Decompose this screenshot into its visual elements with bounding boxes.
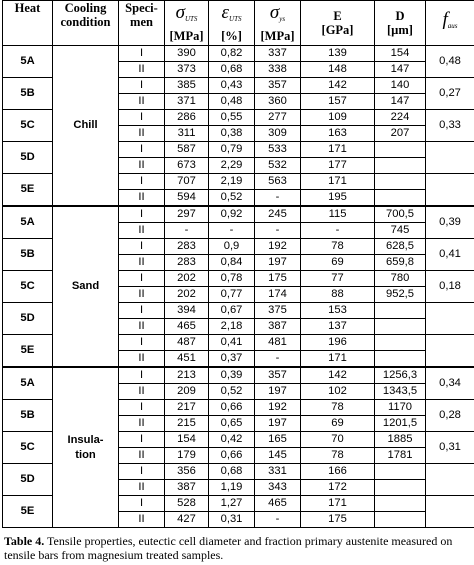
specimen-cell: I	[119, 464, 165, 480]
yield-strength-cell: -	[255, 512, 301, 528]
elongation-cell: 0,52	[209, 190, 255, 207]
specimen-cell: II	[119, 480, 165, 496]
modulus-cell: 78	[301, 400, 375, 416]
elongation-cell: 0,66	[209, 400, 255, 416]
uts-cell: 202	[165, 271, 209, 287]
specimen-cell: II	[119, 384, 165, 400]
specimen-cell: II	[119, 158, 165, 174]
elongation-cell: 0,43	[209, 78, 255, 94]
yield-strength-cell: 309	[255, 126, 301, 142]
modulus-cell: 177	[301, 158, 375, 174]
elongation-cell: 0,66	[209, 448, 255, 464]
modulus-cell: 142	[301, 78, 375, 94]
modulus-cell: 137	[301, 319, 375, 335]
elongation-cell: 1,27	[209, 496, 255, 512]
specimen-cell: II	[119, 351, 165, 368]
elongation-cell: 0,84	[209, 255, 255, 271]
uts-cell: 297	[165, 206, 209, 223]
table-row	[3, 367, 474, 384]
yield-strength-cell: 465	[255, 496, 301, 512]
specimen-cell: II	[119, 255, 165, 271]
elongation-cell: 0,68	[209, 62, 255, 78]
elongation-cell: 0,77	[209, 287, 255, 303]
heat-cell: 5A	[3, 46, 53, 78]
modulus-cell: 69	[301, 255, 375, 271]
specimen-cell: I	[119, 496, 165, 512]
modulus-cell: 115	[301, 206, 375, 223]
yield-strength-cell: 145	[255, 448, 301, 464]
table-body	[3, 46, 474, 528]
modulus-cell: 171	[301, 496, 375, 512]
elongation-cell: 0,42	[209, 432, 255, 448]
uts-cell: 390	[165, 46, 209, 62]
yield-strength-cell: 197	[255, 416, 301, 432]
cell-diameter-cell: 1343,5	[375, 384, 426, 400]
modulus-cell: 171	[301, 142, 375, 158]
modulus-cell: 78	[301, 239, 375, 255]
elongation-cell: 0,55	[209, 110, 255, 126]
uts-cell: 286	[165, 110, 209, 126]
austenite-fraction-cell	[426, 496, 474, 528]
heat-cell: 5C	[3, 432, 53, 464]
specimen-cell: II	[119, 416, 165, 432]
elongation-cell: 2,19	[209, 174, 255, 190]
header-specimen: Speci- men	[119, 1, 165, 46]
cell-diameter-cell: 745	[375, 223, 426, 239]
specimen-cell: II	[119, 190, 165, 207]
cell-diameter-cell: 780	[375, 271, 426, 287]
yield-strength-cell: 532	[255, 158, 301, 174]
cell-diameter-cell	[375, 512, 426, 528]
uts-cell: 217	[165, 400, 209, 416]
austenite-fraction-cell	[426, 464, 474, 496]
modulus-cell: 88	[301, 287, 375, 303]
specimen-cell: I	[119, 367, 165, 384]
elongation-cell: 0,68	[209, 464, 255, 480]
specimen-cell: I	[119, 174, 165, 190]
uts-cell: 154	[165, 432, 209, 448]
uts-cell: 179	[165, 448, 209, 464]
cell-diameter-cell: 224	[375, 110, 426, 126]
specimen-cell: II	[119, 448, 165, 464]
elongation-cell: 1,19	[209, 480, 255, 496]
yield-strength-cell: 277	[255, 110, 301, 126]
modulus-cell: 195	[301, 190, 375, 207]
specimen-cell: I	[119, 142, 165, 158]
yield-strength-cell: 337	[255, 46, 301, 62]
yield-strength-cell: -	[255, 351, 301, 368]
specimen-cell: II	[119, 62, 165, 78]
yield-strength-cell: 338	[255, 62, 301, 78]
uts-cell: 283	[165, 255, 209, 271]
elongation-cell: 0,41	[209, 335, 255, 351]
elongation-cell: 0,37	[209, 351, 255, 368]
uts-cell: 385	[165, 78, 209, 94]
heat-cell: 5E	[3, 335, 53, 368]
austenite-fraction-cell: 0,48	[426, 46, 474, 78]
yield-strength-cell: 165	[255, 432, 301, 448]
yield-strength-cell: 245	[255, 206, 301, 223]
elongation-cell: 0,92	[209, 206, 255, 223]
cell-diameter-cell: 140	[375, 78, 426, 94]
uts-cell: 373	[165, 62, 209, 78]
cell-diameter-cell: 147	[375, 94, 426, 110]
specimen-cell: I	[119, 303, 165, 319]
specimen-cell: I	[119, 239, 165, 255]
cell-diameter-cell: 1201,5	[375, 416, 426, 432]
modulus-cell: 166	[301, 464, 375, 480]
cell-diameter-cell: 154	[375, 46, 426, 62]
cell-diameter-cell: 207	[375, 126, 426, 142]
modulus-cell: 163	[301, 126, 375, 142]
specimen-cell: I	[119, 206, 165, 223]
uts-cell: 209	[165, 384, 209, 400]
elongation-cell: -	[209, 223, 255, 239]
modulus-cell: -	[301, 223, 375, 239]
modulus-cell: 70	[301, 432, 375, 448]
uts-cell: 356	[165, 464, 209, 480]
heat-cell: 5E	[3, 174, 53, 207]
modulus-cell: 172	[301, 480, 375, 496]
specimen-cell: I	[119, 110, 165, 126]
austenite-fraction-cell: 0,41	[426, 239, 474, 271]
yield-strength-cell: 331	[255, 464, 301, 480]
cell-diameter-cell	[375, 496, 426, 512]
elongation-cell: 0,82	[209, 46, 255, 62]
yield-strength-cell: 563	[255, 174, 301, 190]
elongation-cell: 0,48	[209, 94, 255, 110]
uts-cell: 387	[165, 480, 209, 496]
modulus-cell: 196	[301, 335, 375, 351]
uts-cell: 311	[165, 126, 209, 142]
modulus-cell: 171	[301, 174, 375, 190]
header-heat: Heat	[3, 1, 53, 46]
modulus-cell: 78	[301, 448, 375, 464]
yield-strength-cell: 192	[255, 400, 301, 416]
cell-diameter-cell: 1256,3	[375, 367, 426, 384]
heat-cell: 5B	[3, 239, 53, 271]
heat-cell: 5C	[3, 110, 53, 142]
austenite-fraction-cell	[426, 142, 474, 174]
austenite-fraction-cell: 0,28	[426, 400, 474, 432]
austenite-fraction-cell	[426, 335, 474, 368]
yield-strength-cell: -	[255, 190, 301, 207]
cell-diameter-cell: 147	[375, 62, 426, 78]
elongation-cell: 0,9	[209, 239, 255, 255]
cell-diameter-cell: 1781	[375, 448, 426, 464]
austenite-fraction-cell	[426, 303, 474, 335]
elongation-cell: 0,52	[209, 384, 255, 400]
austenite-fraction-cell	[426, 174, 474, 207]
austenite-fraction-cell: 0,33	[426, 110, 474, 142]
austenite-fraction-cell: 0,31	[426, 432, 474, 464]
caption-label: Table 4.	[4, 534, 45, 548]
header-yield-strength: $\sigma_{ys}$ [MPa]	[255, 1, 301, 46]
elongation-cell: 2,29	[209, 158, 255, 174]
cell-diameter-cell: 1170	[375, 400, 426, 416]
cell-diameter-cell	[375, 158, 426, 174]
uts-cell: 394	[165, 303, 209, 319]
uts-cell: 427	[165, 512, 209, 528]
yield-strength-cell: 174	[255, 287, 301, 303]
austenite-fraction-cell: 0,27	[426, 78, 474, 110]
table-row	[3, 46, 474, 62]
yield-strength-cell: 387	[255, 319, 301, 335]
specimen-cell: II	[119, 223, 165, 239]
specimen-cell: II	[119, 512, 165, 528]
uts-cell: 283	[165, 239, 209, 255]
uts-cell: 215	[165, 416, 209, 432]
cell-diameter-cell: 659,8	[375, 255, 426, 271]
yield-strength-cell: 357	[255, 78, 301, 94]
header-elongation: $\varepsilon_{UTS}$ [%]	[209, 1, 255, 46]
specimen-cell: II	[119, 94, 165, 110]
uts-cell: 707	[165, 174, 209, 190]
modulus-cell: 102	[301, 384, 375, 400]
modulus-cell: 153	[301, 303, 375, 319]
elongation-cell: 0,78	[209, 271, 255, 287]
yield-strength-cell: 481	[255, 335, 301, 351]
yield-strength-cell: 192	[255, 239, 301, 255]
cell-diameter-cell	[375, 174, 426, 190]
modulus-cell: 77	[301, 271, 375, 287]
specimen-cell: I	[119, 271, 165, 287]
cell-diameter-cell	[375, 335, 426, 351]
uts-cell: -	[165, 223, 209, 239]
cell-diameter-cell	[375, 351, 426, 368]
elongation-cell: 0,67	[209, 303, 255, 319]
heat-cell: 5A	[3, 206, 53, 239]
uts-cell: 465	[165, 319, 209, 335]
header-cell-diameter: D [µm]	[375, 1, 426, 46]
heat-cell: 5D	[3, 464, 53, 496]
uts-cell: 587	[165, 142, 209, 158]
uts-cell: 487	[165, 335, 209, 351]
table-caption	[4, 534, 472, 562]
specimen-cell: II	[119, 126, 165, 142]
modulus-cell: 139	[301, 46, 375, 62]
cell-diameter-cell	[375, 190, 426, 207]
heat-cell: 5D	[3, 142, 53, 174]
modulus-cell: 175	[301, 512, 375, 528]
modulus-cell: 171	[301, 351, 375, 368]
yield-strength-cell: 197	[255, 384, 301, 400]
uts-cell: 213	[165, 367, 209, 384]
modulus-cell: 148	[301, 62, 375, 78]
yield-strength-cell: 175	[255, 271, 301, 287]
cell-diameter-cell	[375, 480, 426, 496]
header-cooling-condition: Cooling condition	[53, 1, 119, 46]
modulus-cell: 142	[301, 367, 375, 384]
yield-strength-cell: 357	[255, 367, 301, 384]
uts-cell: 594	[165, 190, 209, 207]
specimen-cell: I	[119, 432, 165, 448]
header-uts: $\sigma_{UTS}$ [MPa]	[165, 1, 209, 46]
modulus-cell: 157	[301, 94, 375, 110]
elongation-cell: 0,79	[209, 142, 255, 158]
modulus-cell: 109	[301, 110, 375, 126]
caption-text: Tensile properties, eutectic cell diameter and fraction primary austenite measured on tensile bars from magnesium treated samples.	[4, 534, 453, 562]
yield-strength-cell: 375	[255, 303, 301, 319]
yield-strength-cell: 343	[255, 480, 301, 496]
cell-diameter-cell: 952,5	[375, 287, 426, 303]
cell-diameter-cell	[375, 319, 426, 335]
uts-cell: 451	[165, 351, 209, 368]
cell-diameter-cell	[375, 142, 426, 158]
specimen-cell: II	[119, 319, 165, 335]
heat-cell: 5B	[3, 78, 53, 110]
heat-cell: 5E	[3, 496, 53, 528]
yield-strength-cell: 197	[255, 255, 301, 271]
modulus-cell: 69	[301, 416, 375, 432]
elongation-cell: 0,39	[209, 367, 255, 384]
heat-cell: 5B	[3, 400, 53, 432]
specimen-cell: I	[119, 335, 165, 351]
uts-cell: 371	[165, 94, 209, 110]
cooling-condition-cell: Sand	[53, 206, 119, 367]
cell-diameter-cell: 628,5	[375, 239, 426, 255]
specimen-cell: I	[119, 78, 165, 94]
heat-cell: 5D	[3, 303, 53, 335]
yield-strength-cell: -	[255, 223, 301, 239]
cell-diameter-cell: 1885	[375, 432, 426, 448]
table-header-row	[3, 1, 474, 46]
cell-diameter-cell	[375, 464, 426, 480]
austenite-fraction-cell: 0,39	[426, 206, 474, 239]
header-modulus: E [GPa]	[301, 1, 375, 46]
specimen-cell: II	[119, 287, 165, 303]
yield-strength-cell: 360	[255, 94, 301, 110]
tensile-properties-table	[2, 0, 474, 528]
cooling-condition-cell: Chill	[53, 46, 119, 207]
cell-diameter-cell: 700,5	[375, 206, 426, 223]
heat-cell: 5A	[3, 367, 53, 400]
austenite-fraction-cell: 0,34	[426, 367, 474, 400]
specimen-cell: I	[119, 400, 165, 416]
elongation-cell: 0,38	[209, 126, 255, 142]
uts-cell: 202	[165, 287, 209, 303]
elongation-cell: 0,65	[209, 416, 255, 432]
heat-cell: 5C	[3, 271, 53, 303]
elongation-cell: 2,18	[209, 319, 255, 335]
cooling-condition-cell: Insula- tion	[53, 367, 119, 528]
specimen-cell: I	[119, 46, 165, 62]
uts-cell: 528	[165, 496, 209, 512]
cell-diameter-cell	[375, 303, 426, 319]
table-row	[3, 206, 474, 223]
uts-cell: 673	[165, 158, 209, 174]
elongation-cell: 0,31	[209, 512, 255, 528]
austenite-fraction-cell: 0,18	[426, 271, 474, 303]
header-austenite-fraction: $f_{aus}$	[426, 1, 474, 46]
yield-strength-cell: 533	[255, 142, 301, 158]
